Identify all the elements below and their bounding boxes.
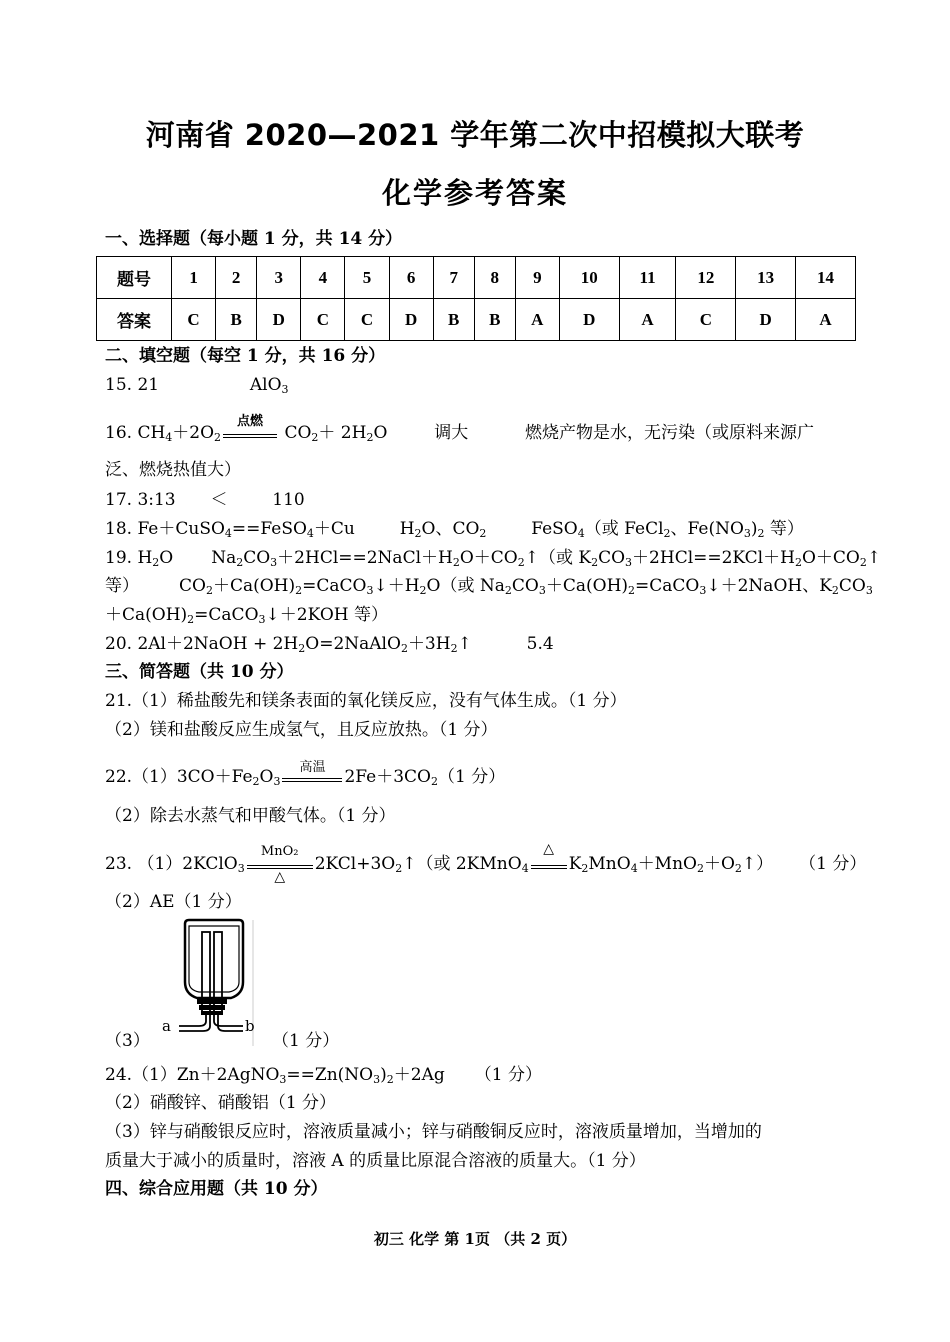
apparatus-label-a: a [162, 1017, 171, 1035]
table-cell: D [559, 299, 619, 341]
table-cell: 14 [796, 257, 856, 299]
q18-blank3: FeSO$_4$（或 FeCl$_2$、$Fe(NO_3)_2$ 等） [531, 519, 804, 540]
table-cell: C [301, 299, 345, 341]
answer-q17 [105, 489, 305, 511]
answer-q23-part3-score: （1 分） [272, 1031, 340, 1051]
q17-blank2: ＜ [210, 490, 228, 510]
q17-blank3: 110 [272, 490, 305, 510]
answer-q18 [105, 518, 804, 540]
table-cell: 7 [433, 257, 474, 299]
table-cell: A [796, 299, 856, 341]
answer-q23-part3-label: （3） [105, 1031, 150, 1051]
q20-equation: 20. 2Al＋2NaOH + $2H_2O=2NaAlO_2+3H_2↑$ [105, 634, 472, 655]
table-cell: 2 [216, 257, 257, 299]
q16-products: $CO_2+ 2H_2O$ [284, 423, 388, 444]
section-heading-choice: 一、选择题（每小题 1 分，共 14 分） [105, 229, 403, 249]
page-subtitle: 化学参考答案 [381, 176, 568, 210]
table-cell: 10 [559, 257, 619, 299]
table-cell: A [619, 299, 676, 341]
answer-q19-line1: 19. $H_2O$ $Na_2CO_3+2HCl==2NaCl+H_2O+CO_2↑$（或 $K_2CO_3+2HCl==2KCl+H_2O+CO_2↑$ [105, 548, 882, 569]
reaction-condition: 高温 [280, 767, 344, 789]
table-cell: 4 [301, 257, 345, 299]
answer-q15 [105, 374, 289, 396]
reaction-condition: 点燃 [221, 423, 279, 445]
table-cell: D [736, 299, 796, 341]
table-cell: C [172, 299, 216, 341]
q20-blank2: 5.4 [526, 634, 554, 654]
table-cell: B [216, 299, 257, 341]
answer-q24-part1: $24.(1)Zn+2AgNO_3==Zn(NO_3)_2+2Ag$ （1 分） [105, 1065, 542, 1086]
answer-q24-part3-cont: 质量大于减小的质量时，溶液 A 的质量比原混合溶液的质量大。（1 分） [105, 1151, 646, 1171]
answer-q16-cont: 泛、燃烧热值大） [105, 460, 241, 480]
table-cell: 11 [619, 257, 676, 299]
q17-blank1: 17. 3:13 [105, 490, 176, 510]
q15-number: 15. 21 [105, 375, 160, 395]
reaction-condition: △ [529, 854, 569, 876]
table-cell: 9 [515, 257, 559, 299]
apparatus-label-b: b [245, 1017, 255, 1035]
table-header-cell: 答案 [97, 299, 172, 341]
answer-q16 [105, 413, 815, 445]
answer-q23-part2: （2）AE（1 分） [105, 892, 242, 912]
answer-q24-part2: （2）硝酸锌、硝酸铝（1 分） [105, 1093, 337, 1113]
q16-blank2: 调大 [434, 423, 469, 443]
page-footer: 初三 化学 第 1页 （共 2 页） [373, 1230, 577, 1248]
page-title: 河南省 2020—2021 学年第二次中招模拟大联考 [145, 118, 805, 152]
table-cell: 1 [172, 257, 216, 299]
choice-answer-table [96, 256, 856, 341]
table-cell: A [515, 299, 559, 341]
table-cell: C [345, 299, 389, 341]
table-cell: 13 [736, 257, 796, 299]
answer-q23-part1: 23. （1）2KClO$_3$ MnO₂ △ $2KCl+3O_2↑$（或 2KMnO$_4$ △ $K_2MnO_4+MnO_2+O_2↑$） （1 分） [105, 840, 867, 885]
table-cell: 8 [474, 257, 515, 299]
answer-q22-part1: $22.(1)3CO+Fe_2O_3$ 高温 $2Fe+3CO_2(1$ 分） [105, 759, 506, 788]
table-cell: B [474, 299, 515, 341]
table-cell: 12 [676, 257, 736, 299]
section-heading-comprehensive: 四、综合应用题（共 10 分） [105, 1179, 328, 1199]
section-heading-fill: 二、填空题（每空 1 分，共 16 分） [105, 346, 386, 366]
table-cell: D [257, 299, 301, 341]
answer-q19-line3: $+Ca(OH)_2=CaCO_3↓+2KOH$ 等） [105, 605, 388, 626]
answer-q24-part3: （3）锌与硝酸银反应时，溶液质量减小；锌与硝酸铜反应时，溶液质量增加，当增加的 [105, 1122, 762, 1142]
answer-q20 [105, 633, 554, 655]
reaction-condition: MnO₂ △ [245, 854, 315, 876]
table-cell: C [676, 299, 736, 341]
table-cell: 6 [389, 257, 433, 299]
q15-formula: AlO$_3$ [249, 375, 289, 396]
q16-reactants: 16. $CH_4+2O_2$ [105, 423, 222, 444]
answer-q22-part2: （2）除去水蒸气和甲酸气体。（1 分） [105, 806, 396, 826]
answer-q21-part1: 21.（1）稀盐酸先和镁条表面的氧化镁反应，没有气体生成。（1 分） [105, 691, 627, 711]
table-cell: 3 [257, 257, 301, 299]
table-row-answers [97, 299, 856, 341]
table-cell: 5 [345, 257, 389, 299]
q18-equation: 18. Fe＋CuSO$_4$==FeSO$_4$＋Cu [105, 519, 355, 540]
table-header-cell: 题号 [97, 257, 172, 299]
section-heading-short-answer: 三、简答题（共 10 分） [105, 662, 294, 682]
q16-blank3: 燃烧产物是水，无污染（或原料来源广 [525, 423, 815, 443]
q18-blank2: $H_2O$、$CO_2$ [399, 519, 487, 540]
table-cell: D [389, 299, 433, 341]
table-cell: B [433, 299, 474, 341]
answer-q21-part2: （2）镁和盐酸反应生成氢气，且反应放热。（1 分） [105, 720, 498, 740]
table-row-numbers [97, 257, 856, 299]
answer-q19-line2: 等） $CO_2+Ca(OH)_2=CaCO_3↓+H_2O$（或 $Na_2CO_3+Ca(OH)_2=CaCO_3↓+2NaOH$、$K_2CO_3$ [105, 576, 873, 597]
